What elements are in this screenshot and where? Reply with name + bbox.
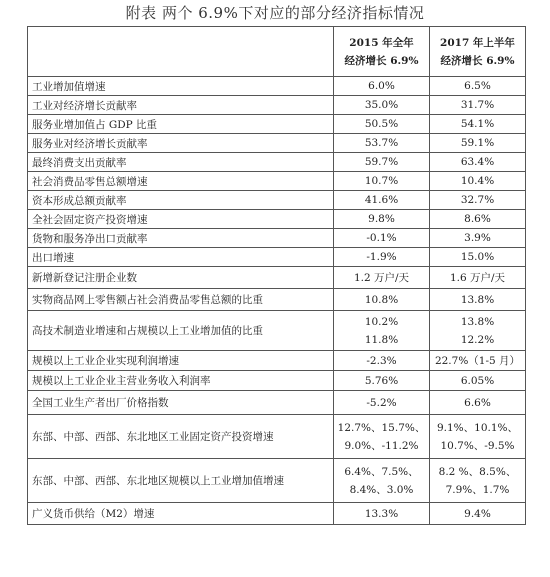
value-line: 13.8% [460,315,495,328]
value-line: 10.4% [460,175,495,187]
value-line: 59.7% [364,156,399,168]
value-2017 [430,172,526,191]
value-line: 8.4%、3.0% [349,483,414,496]
value-line: 1.2 万户/天 [353,271,410,284]
value-2015 [334,153,430,172]
value-2017 [430,134,526,153]
value-line: 59.1% [460,137,495,149]
value-line: 9.0%、-11.2% [344,439,419,452]
value-line: 10.7%、-9.5% [440,439,515,452]
row-label: 服务业增加值占 GDP 比重 [28,115,334,134]
header-blank-cell [28,27,334,77]
header-2015-line1: 2015 年全年 [349,36,414,49]
table-row [28,153,526,172]
value-line: 6.0% [368,80,395,92]
row-label: 出口增速 [28,248,334,267]
value-2015 [334,503,430,525]
value-line: 31.7% [460,99,495,111]
row-label: 工业对经济增长贡献率 [28,96,334,115]
value-2017 [430,77,526,96]
value-line: 15.0% [460,251,495,263]
table-row [28,267,526,289]
value-2017 [430,459,526,503]
table-row [28,415,526,459]
value-line: 7.9%、1.7% [445,483,510,496]
value-line: -2.3% [366,354,397,367]
table-row [28,229,526,248]
value-line: 22.7%（1-5 月） [434,354,521,367]
table-row [28,134,526,153]
table-row [28,77,526,96]
table-row [28,503,526,525]
value-2015 [334,248,430,267]
value-line: 6.05% [460,374,495,387]
value-line: 32.7% [460,194,495,206]
value-2015 [334,191,430,210]
value-2015 [334,77,430,96]
table-row [28,96,526,115]
value-line: 5.76% [364,374,399,387]
row-label: 货物和服务净出口贡献率 [28,229,334,248]
value-2015 [334,229,430,248]
value-line: 8.6% [464,213,491,225]
table-row [28,391,526,415]
table-row [28,172,526,191]
value-line: -5.2% [366,396,397,409]
value-line: 9.1%、10.1%、 [436,421,519,434]
value-line: 3.9% [464,232,491,244]
row-label: 社会消费品零售总额增速 [28,172,334,191]
value-2017 [430,289,526,311]
value-line: 8.2 %、8.5%、 [438,465,517,478]
value-line: 35.0% [364,99,399,111]
value-line: 13.3% [364,507,399,520]
value-2017 [430,371,526,391]
header-2017-line1: 2017 年上半年 [440,36,515,49]
row-label: 最终消费支出贡献率 [28,153,334,172]
value-line: 10.8% [364,293,399,306]
value-line: 10.7% [364,175,399,187]
value-2017 [430,96,526,115]
table-row [28,371,526,391]
header-2015-line2: 经济增长 6.9% [344,54,419,67]
value-line: 54.1% [460,118,495,130]
value-2017 [430,229,526,248]
value-2017 [430,311,526,351]
row-label: 全社会固定资产投资增速 [28,210,334,229]
value-line: 41.6% [364,194,399,206]
table-row [28,311,526,351]
value-2015 [334,459,430,503]
table-body [28,77,526,525]
table-row [28,115,526,134]
table-title: 附表 两个 6.9%下对应的部分经济指标情况 [125,4,425,22]
value-2015 [334,371,430,391]
row-label: 规模以上工业企业实现利润增速 [28,351,334,371]
value-line: -0.1% [366,232,397,244]
table-row [28,351,526,371]
row-label: 新增新登记注册企业数 [28,267,334,289]
value-line: 1.6 万户/天 [449,271,506,284]
value-line: 53.7% [364,137,399,149]
row-label: 东部、中部、西部、东北地区规模以上工业增加值增速 [28,459,334,503]
header-2017-line2: 经济增长 6.9% [440,54,515,67]
row-label: 资本形成总额贡献率 [28,191,334,210]
value-2015 [334,391,430,415]
value-2017 [430,191,526,210]
table-row [28,210,526,229]
value-line: 12.7%、15.7%、 [337,421,426,434]
value-2017 [430,267,526,289]
value-line: 6.5% [464,80,491,92]
value-line: 6.6% [464,396,491,409]
value-line: 63.4% [460,156,495,168]
row-label: 全国工业生产者出厂价格指数 [28,391,334,415]
value-line: 12.2% [460,333,495,346]
value-2015 [334,210,430,229]
value-line: 13.8% [460,293,495,306]
row-label: 高技术制造业增速和占规模以上工业增加值的比重 [28,311,334,351]
value-line: 9.4% [464,507,491,520]
value-line: -1.9% [366,251,397,263]
row-label: 实物商品网上零售额占社会消费品零售总额的比重 [28,289,334,311]
value-line: 6.4%、7.5%、 [344,465,419,478]
value-2015 [334,311,430,351]
row-label: 工业增加值增速 [28,77,334,96]
value-2017 [430,248,526,267]
row-label: 东部、中部、西部、东北地区工业固定资产投资增速 [28,415,334,459]
value-2015 [334,115,430,134]
value-2017 [430,503,526,525]
value-2017 [430,391,526,415]
value-2017 [430,351,526,371]
row-label: 规模以上工业企业主营业务收入利润率 [28,371,334,391]
value-2015 [334,289,430,311]
value-2015 [334,134,430,153]
row-label: 服务业对经济增长贡献率 [28,134,334,153]
value-line: 11.8% [364,333,399,346]
row-label: 广义货币供给（M2）增速 [28,503,334,525]
value-line: 9.8% [368,213,395,225]
value-2015 [334,267,430,289]
header-2017 [430,27,526,77]
value-line: 50.5% [364,118,399,130]
value-2015 [334,96,430,115]
indicator-table [27,26,526,525]
value-2015 [334,351,430,371]
value-line: 10.2% [364,315,399,328]
value-2017 [430,115,526,134]
value-2017 [430,153,526,172]
table-row [28,248,526,267]
table-row [28,289,526,311]
value-2015 [334,172,430,191]
value-2017 [430,210,526,229]
table-row [28,191,526,210]
header-2015 [334,27,430,77]
value-2017 [430,415,526,459]
value-2015 [334,415,430,459]
table-row [28,459,526,503]
